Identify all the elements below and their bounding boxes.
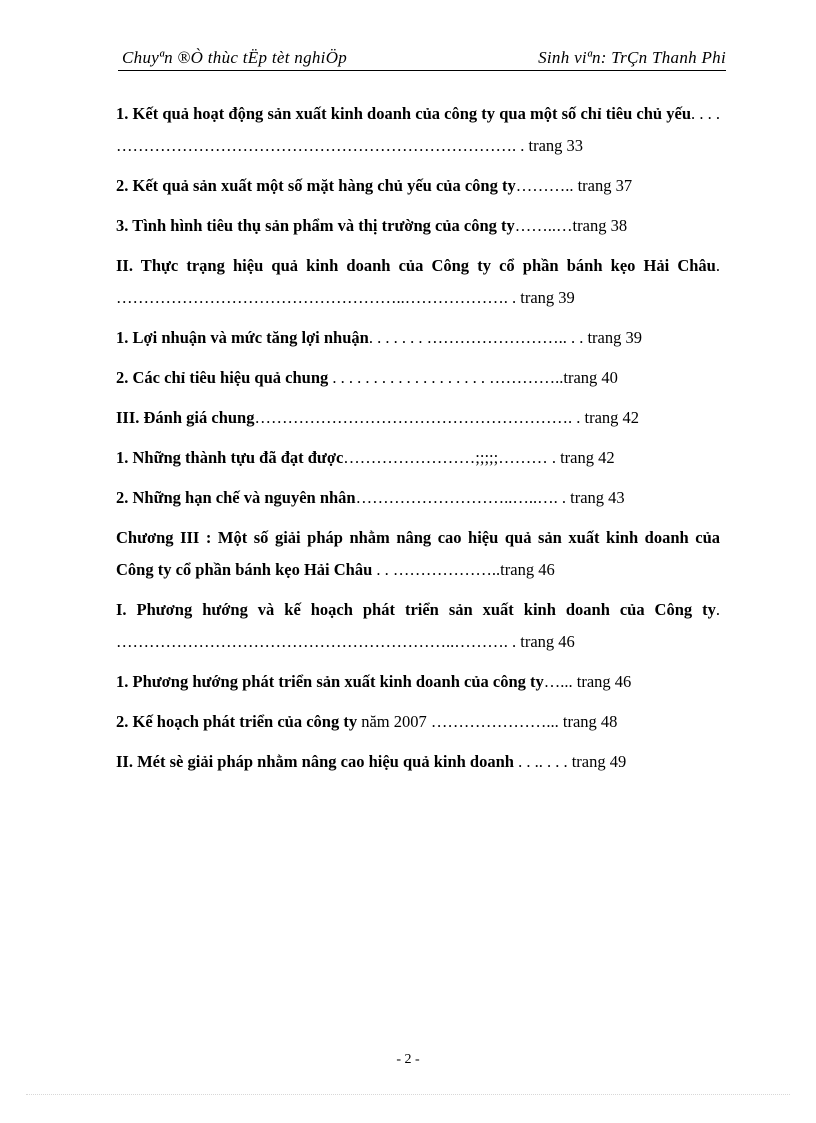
- toc-entry: [116, 210, 720, 242]
- toc-entry-page: …... trang 46: [543, 672, 632, 691]
- toc-entry-title: 1. Những thành tựu đã đạt được: [116, 448, 344, 467]
- toc-entry-page: . . . . ………………………………………………………………. . trang 33: [116, 104, 721, 155]
- toc-entry-page: . . . . . . . . . . . . . . . . . . . …………..trang 40: [328, 368, 618, 387]
- toc-entry-page: . . ………………..trang 46: [372, 560, 555, 579]
- toc-entry-title: 1. Phương hướng phát triển sản xuất kinh doanh của công ty: [116, 672, 544, 691]
- toc-entry: [116, 522, 720, 586]
- toc-entry-page: ……..…trang 38: [514, 216, 628, 235]
- toc-entry-title: 2. Kế hoạch phát triển của công ty: [116, 712, 358, 731]
- toc-entry-page: ………………………..…..…. . trang 43: [355, 488, 625, 507]
- toc-entry: [116, 322, 720, 354]
- toc-entry-page: . . .. . . . trang 49: [513, 752, 627, 771]
- toc-entry-page: . . . . . . . …………………….. . . trang 39: [368, 328, 642, 347]
- table-of-contents: [116, 98, 720, 786]
- toc-entry-title: I. Phương hướng và kế hoạch phát triển sản xuất kinh doanh của Công ty: [116, 600, 716, 619]
- toc-entry: [116, 170, 720, 202]
- toc-entry: [116, 98, 720, 162]
- toc-entry-title: II. Thực trạng hiệu quả kinh doanh của Công ty cổ phần bánh kẹo Hải Châu: [116, 256, 716, 275]
- toc-entry-title: 1. Lợi nhuận và mức tăng lợi nhuận: [116, 328, 369, 347]
- toc-entry-title: 2. Kết quả sản xuất một số mặt hàng chủ yếu của công ty: [116, 176, 516, 195]
- toc-entry: [116, 482, 720, 514]
- toc-entry-title: Chương III : Một số giải pháp nhằm nâng cao hiệu quả sản xuất kinh doanh của Công ty cổ phần bánh kẹo Hải Châu: [116, 528, 720, 579]
- toc-entry: [116, 746, 720, 778]
- toc-entry-title: 2. Những hạn chế và nguyên nhân: [116, 488, 356, 507]
- toc-entry-page: ……………………;;;;;……… . trang 42: [343, 448, 615, 467]
- toc-entry: [116, 594, 720, 658]
- toc-entry-page: ……….. trang 37: [515, 176, 633, 195]
- toc-entry-title: 1. Kết quả hoạt động sản xuất kinh doanh của công ty qua một số chỉ tiêu chủ yếu: [116, 104, 692, 123]
- toc-entry: [116, 706, 720, 738]
- toc-entry-page: . ……………………………………………………..………. . trang 46: [116, 600, 720, 651]
- toc-entry: [116, 442, 720, 474]
- page-bottom-divider: [26, 1094, 790, 1095]
- toc-entry-page: . ……………………………………………..………………. . trang 39: [116, 256, 720, 307]
- toc-entry-page: …………………………………………………. . trang 42: [254, 408, 640, 427]
- header-left-title: Chuyªn ®Ò thùc tËp tèt nghiÖp: [122, 48, 348, 67]
- toc-entry-title: 3. Tình hình tiêu thụ sản phẩm và thị trường của công ty: [116, 216, 515, 235]
- header-right-author: Sinh viªn: TrÇn Thanh Phi: [538, 48, 726, 67]
- toc-entry: [116, 362, 720, 394]
- toc-entry: [116, 402, 720, 434]
- toc-entry: [116, 250, 720, 314]
- page-header: [118, 48, 726, 71]
- toc-entry-title: 2. Các chỉ tiêu hiệu quả chung: [116, 368, 329, 387]
- toc-entry-page: năm 2007 …………………... trang 48: [357, 712, 618, 731]
- toc-entry-title: III. Đánh giá chung: [116, 408, 255, 427]
- page-number: - 2 -: [396, 1052, 420, 1067]
- toc-entry: [116, 666, 720, 698]
- toc-entry-title: II. Mét sè giải pháp nhằm nâng cao hiệu quả kinh doanh: [116, 752, 514, 771]
